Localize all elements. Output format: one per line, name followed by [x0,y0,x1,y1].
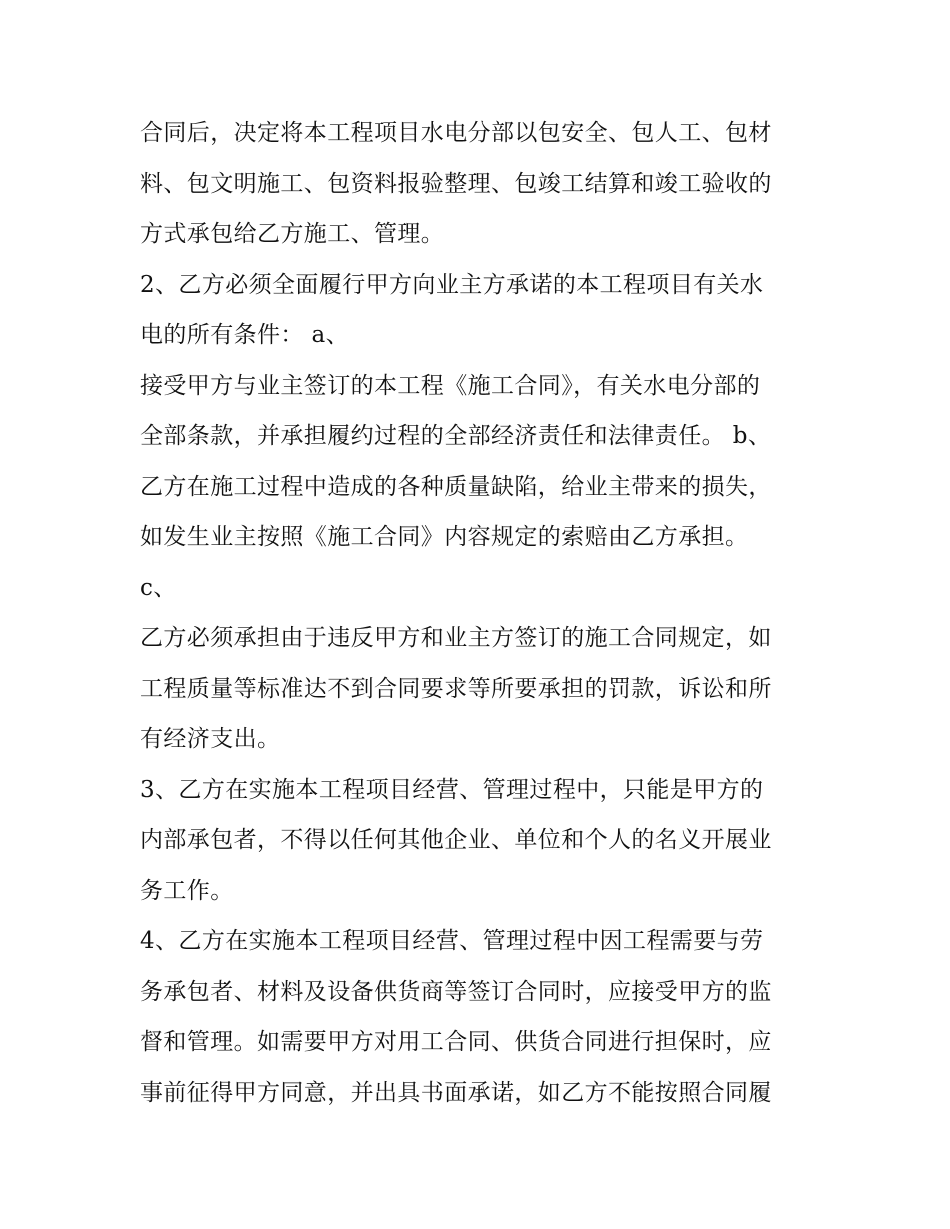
text-line: 工程质量等标准达不到合同要求等所要承担的罚款，诉讼和所 [140,675,772,702]
text-line: 乙方在施工过程中造成的各种质量缺陷，给业主带来的损失， [140,473,772,500]
text-line: 全部条款，并承担履约过程的全部经济责任和法律责任。 b、 [140,423,772,449]
text-line: 方式承包给乙方施工、管理。 [140,221,445,247]
text-line: c、 [140,574,177,601]
text-line: 合同后，决定将本工程项目水电分部以包安全、包人工、包材 [140,120,772,146]
text-line: 督和管理。如需要甲方对用工合同、供货合同进行担保时，应 [140,1029,772,1055]
text-line: 务工作。 [140,877,234,904]
text-line: 电的所有条件： a、 [140,322,350,348]
text-line: 内部承包者，不得以任何其他企业、单位和个人的名义开展业 [140,827,772,853]
text-line: 事前征得甲方同意，并出具书面承诺，如乙方不能按照合同履 [140,1079,772,1106]
text-line: 如发生业主按照《施工合同》内容规定的索赔由乙方承担。 [140,524,749,550]
text-line: 接受甲方与业主签订的本工程《施工合同》，有关水电分部的 [140,372,761,399]
text-line: 2、乙方必须全面履行甲方向业主方承诺的本工程项目有关水 [140,271,764,298]
text-line: 有经济支出。 [140,726,281,752]
text-line: 3、乙方在实施本工程项目经营、管理过程中，只能是甲方的 [140,776,764,803]
contract-text [140,108,820,1118]
text-line: 料、包文明施工、包资料报验整理、包竣工结算和竣工验收的 [140,170,772,197]
text-line: 务承包者、材料及设备供货商等签订合同时，应接受甲方的监 [140,978,772,1005]
text-line: 4、乙方在实施本工程项目经营、管理过程中因工程需要与劳 [140,928,764,954]
text-line: 乙方必须承担由于违反甲方和业主方签订的施工合同规定，如 [140,625,772,651]
